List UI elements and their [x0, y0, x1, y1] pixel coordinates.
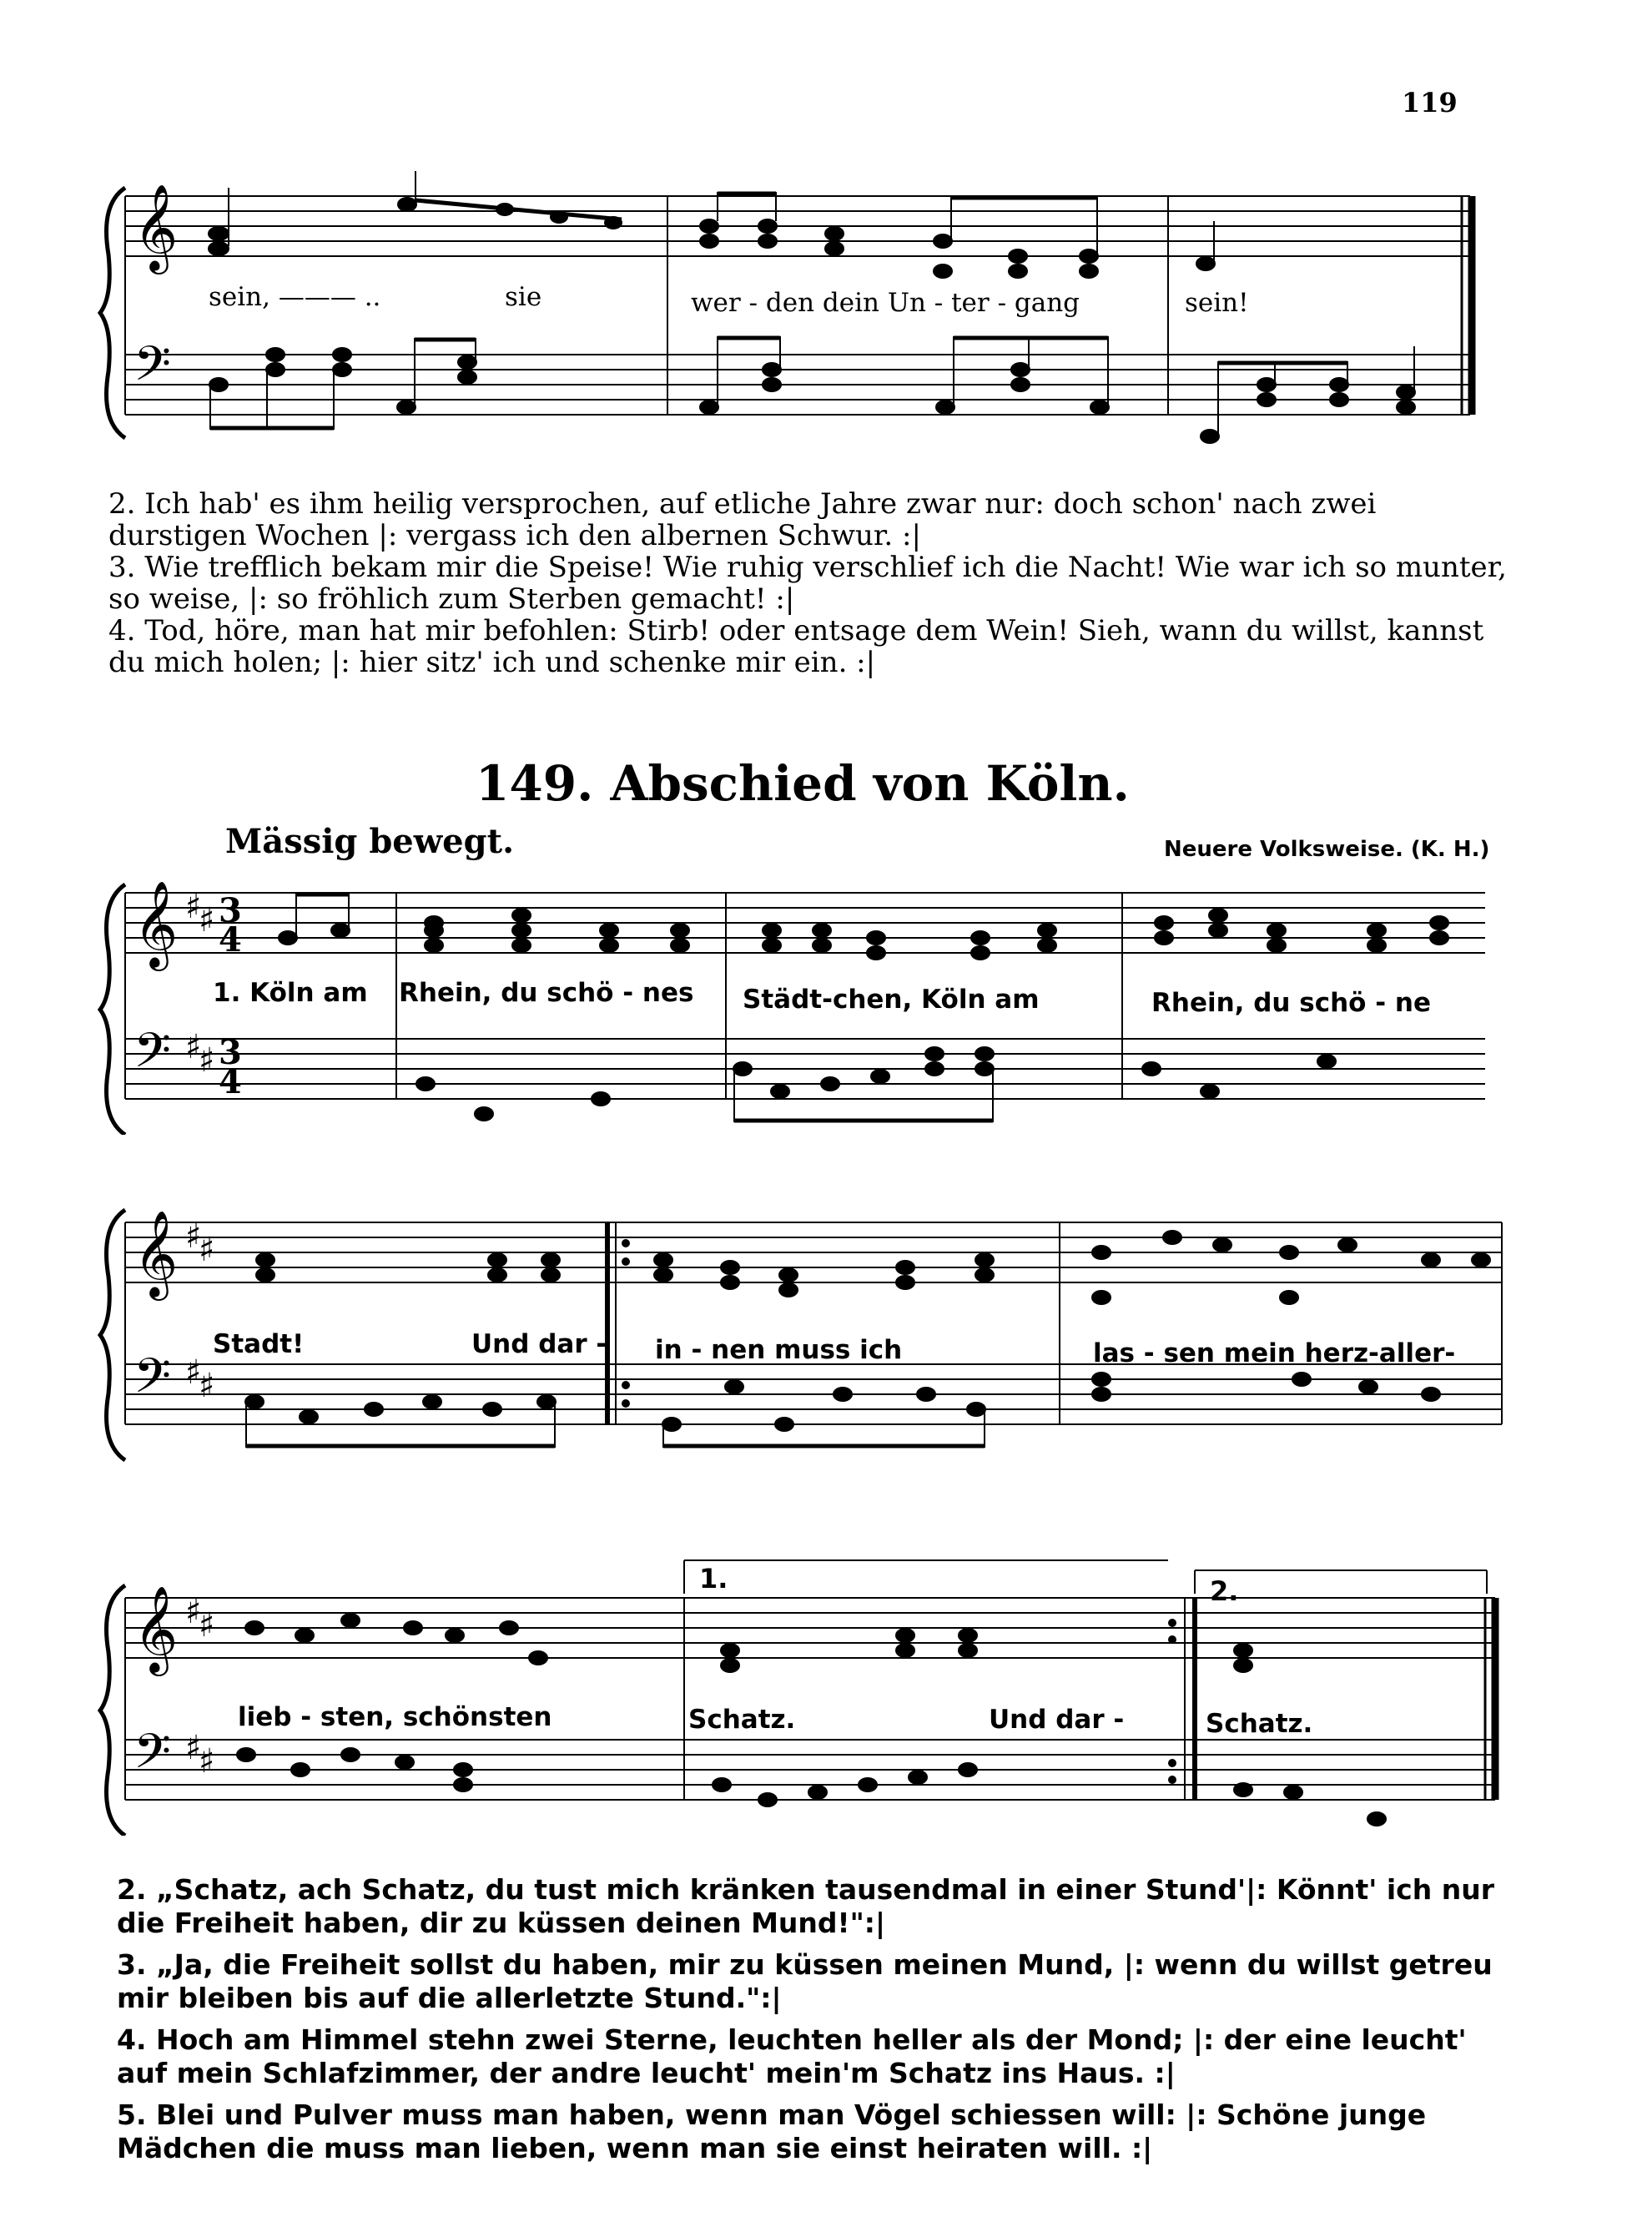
svg-text:♯: ♯ [185, 1729, 202, 1767]
svg-text:♯: ♯ [185, 1353, 202, 1392]
prev-lyric-2: sie [505, 282, 542, 312]
svg-text:4: 4 [219, 1062, 242, 1101]
svg-text:3: 3 [219, 1033, 242, 1072]
lyric-s3-3: Und dar - [989, 1705, 1125, 1735]
lyric-s2-4: las - sen mein herz-aller- [1093, 1338, 1456, 1368]
lyric-s2-1: Stadt! [213, 1329, 305, 1359]
svg-text:♯: ♯ [185, 1028, 202, 1066]
prev-lyric-3: wer - den dein Un - ter - gang [691, 288, 1080, 318]
verse-3: 3. „Ja, die Freiheit sollst du haben, mir zu küssen meinen Mund, |: wenn du willst getreu mir bleiben bis auf die allerletzte Stund.":| [117, 1948, 1493, 2014]
svg-text:𝄞: 𝄞 [133, 184, 179, 271]
prev-verse-4: 4. Tod, höre, man hat mir befohlen: Stirb! oder entsage dem Wein! Sieh, wann du willst, kannst du mich holen; |: hier sitz' ich und schenke mir ein. :| [108, 614, 1484, 679]
svg-text:𝄞: 𝄞 [133, 1585, 179, 1673]
svg-text:♯: ♯ [199, 1231, 215, 1269]
svg-text:♯: ♯ [199, 1367, 215, 1405]
lyric-s1-2: Rhein, du schö - nes [399, 978, 694, 1008]
svg-text:𝄢: 𝄢 [133, 1723, 172, 1791]
lyric-s1-3: Städt-chen, Köln am [743, 985, 1040, 1015]
svg-text:𝄢: 𝄢 [133, 335, 172, 404]
svg-text:♯: ♯ [185, 888, 202, 926]
svg-text:4: 4 [219, 920, 242, 960]
svg-text:𝄢: 𝄢 [133, 1022, 172, 1091]
lyric-s3-1: lieb - sten, schönsten [238, 1702, 552, 1732]
lyric-s1-4: Rhein, du schö - ne [1151, 988, 1432, 1018]
page-number: 119 [1402, 87, 1458, 118]
svg-text:♯: ♯ [185, 1593, 202, 1631]
svg-text:♯: ♯ [185, 1217, 202, 1256]
verse-5: 5. Blei und Pulver muss man haben, wenn man Vögel schiessen will: |: Schöne junge Mädchen die muss man lieben, wenn man sie einst heiraten will. :| [117, 2098, 1427, 2164]
lyric-s3-2: Schatz. [688, 1705, 796, 1735]
lyric-s2-2: Und dar - [471, 1329, 607, 1359]
music-system-3 [0, 1552, 1652, 1836]
prev-verses [108, 488, 1510, 678]
lyric-s3-4: Schatz. [1206, 1709, 1313, 1739]
song-verses [117, 1873, 1519, 2174]
svg-text:♯: ♯ [199, 1742, 215, 1781]
svg-text:♯: ♯ [199, 1606, 215, 1645]
svg-text:𝄢: 𝄢 [133, 1348, 172, 1416]
lyric-s1-1: 1. Köln am [213, 978, 368, 1008]
lyric-s2-3: in - nen muss ich [655, 1335, 903, 1365]
tempo-marking: Mässig bewegt. [225, 822, 514, 861]
volta-1: 1. [699, 1563, 728, 1595]
volta-2: 2. [1210, 1575, 1239, 1607]
svg-text:𝄞: 𝄞 [133, 880, 179, 968]
verse-4: 4. Hoch am Himmel stehn zwei Sterne, leuchten heller als der Mond; |: der eine leucht' auf mein Schlafzimmer, der andre leucht' mein'm Schatz ins Haus. :| [117, 2023, 1467, 2089]
song-source: Neuere Volksweise. (K. H.) [1164, 837, 1490, 862]
verse-2: 2. „Schatz, ach Schatz, du tust mich kränken tausendmal in einer Stund'|: Könnt' ich nur die Freiheit haben, dir zu küssen deinen Mund!":| [117, 1873, 1494, 1939]
svg-text:3: 3 [219, 891, 242, 930]
svg-text:𝄞: 𝄞 [133, 1210, 179, 1297]
svg-text:♯: ♯ [199, 901, 215, 940]
svg-text:♯: ♯ [199, 1041, 215, 1080]
prev-verse-2: 2. Ich hab' es ihm heilig versprochen, auf etliche Jahre zwar nur: doch schon' nach zwei durstigen Wochen |: vergass ich den albernen Schwur. :| [108, 487, 1377, 552]
song-title: 149. Abschied von Köln. [476, 755, 1130, 812]
prev-lyric-4: sein! [1185, 288, 1249, 318]
prev-lyric-1: sein, ——— .. [209, 282, 381, 312]
prev-verse-3: 3. Wie trefflich bekam mir die Speise! Wie ruhig verschlief ich die Nacht! Wie war ich so munter, so weise, |: so fröhlich zum Sterben gemacht! :| [108, 551, 1507, 616]
